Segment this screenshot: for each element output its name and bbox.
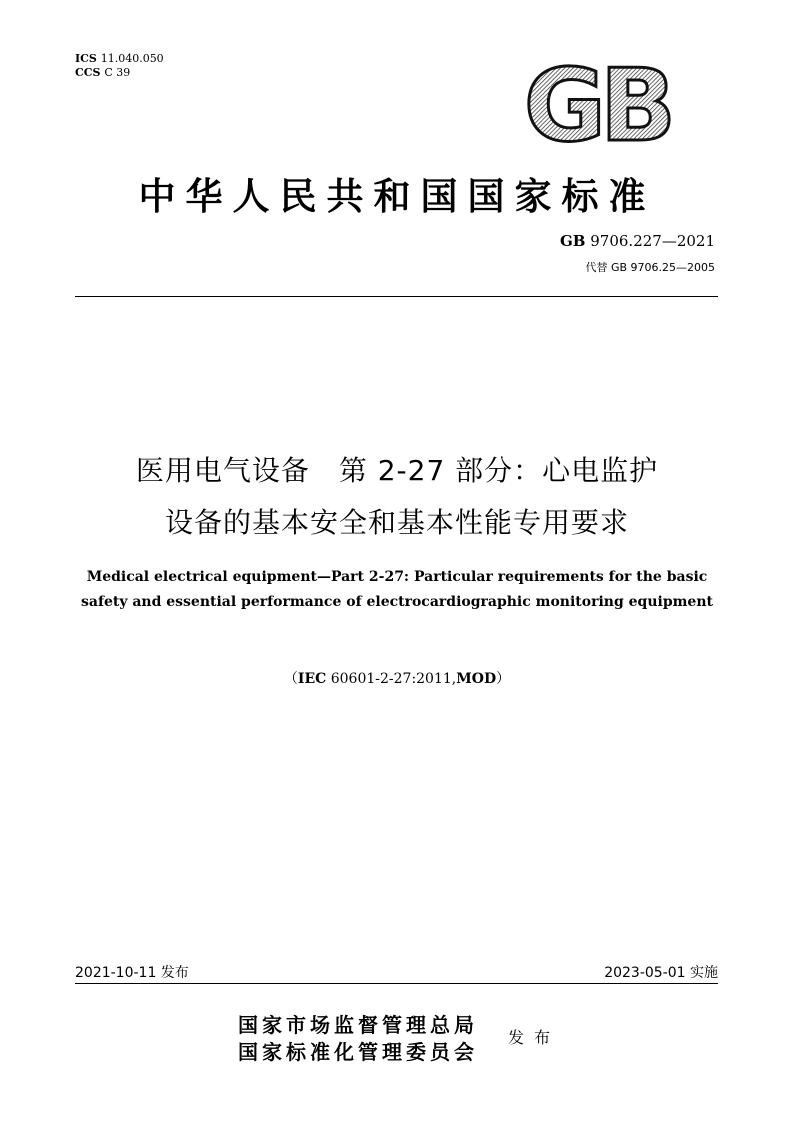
implement-date: 2023-05-01 实施: [604, 965, 718, 981]
top-divider: [75, 296, 718, 297]
publish-date: 2021-10-11 发布: [75, 965, 189, 981]
chinese-title-line2: 设备的基本安全和基本性能专用要求: [164, 506, 629, 539]
english-title-line2: safety and essential performance of electrocardiographic monitoring equipment: [80, 594, 713, 610]
bottom-divider: [75, 983, 718, 984]
standard-number: GB 9706.227—2021: [559, 232, 715, 250]
gb-logo-text: GB: [523, 58, 671, 148]
english-title-line1: Medical electrical equipment—Part 2-27: Particular requirements for the basic: [86, 569, 708, 585]
issuing-authorities: [238, 1012, 478, 1066]
issuer-line2: 国家标准化管理委员会: [238, 1040, 478, 1064]
chinese-title: [40, 445, 754, 549]
issue-word: 发布: [508, 1028, 561, 1047]
issuer-line1: 国家市场监督管理总局: [238, 1013, 478, 1037]
nation-standard-title: 中华人民共和国国家标准: [138, 174, 656, 218]
ics-code: ICS 11.040.050: [75, 52, 164, 65]
replaces-standard: 代替 GB 9706.25—2005: [585, 261, 715, 274]
classification-codes: [75, 52, 164, 80]
gb-logo: [519, 58, 675, 148]
ccs-code: CCS C 39: [75, 66, 131, 79]
chinese-title-line1: 医用电气设备 第 2-27 部分：心电监护: [135, 454, 659, 487]
iec-reference: （IEC 60601-2-27:2011,MOD）: [283, 671, 511, 687]
english-title: [40, 565, 754, 615]
